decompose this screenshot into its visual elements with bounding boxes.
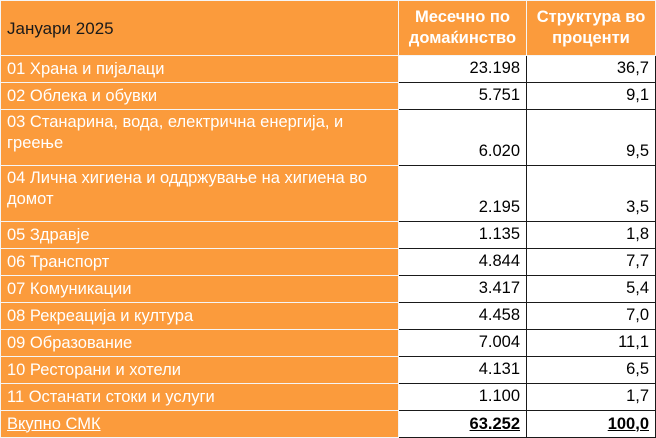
monthly-cell[interactable]: 7.004 bbox=[399, 330, 527, 357]
monthly-cell[interactable]: 4.131 bbox=[399, 357, 527, 384]
percent-cell[interactable]: 1,8 bbox=[527, 222, 656, 249]
monthly-cell[interactable]: 4.844 bbox=[399, 249, 527, 276]
table-row bbox=[1, 56, 656, 83]
percent-cell[interactable]: 9,5 bbox=[527, 110, 656, 166]
monthly-cell[interactable]: 4.458 bbox=[399, 303, 527, 330]
table-row bbox=[1, 303, 656, 330]
monthly-column-header[interactable]: Месечно по домаќинство bbox=[399, 1, 527, 56]
table-row bbox=[1, 83, 656, 110]
percent-cell[interactable]: 11,1 bbox=[527, 330, 656, 357]
total-label-cell[interactable]: Вкупно СМК bbox=[1, 411, 399, 438]
percent-cell[interactable]: 7,0 bbox=[527, 303, 656, 330]
category-cell[interactable]: 10 Ресторани и хотели bbox=[1, 357, 399, 384]
total-percent-cell[interactable]: 100,0 bbox=[527, 411, 656, 438]
table-row bbox=[1, 166, 656, 222]
monthly-cell[interactable]: 6.020 bbox=[399, 110, 527, 166]
table-row bbox=[1, 110, 656, 166]
table-row bbox=[1, 384, 656, 411]
table-row bbox=[1, 249, 656, 276]
category-cell[interactable]: 05 Здравје bbox=[1, 222, 399, 249]
percent-cell[interactable]: 5,4 bbox=[527, 276, 656, 303]
total-monthly-cell[interactable]: 63.252 bbox=[399, 411, 527, 438]
category-cell[interactable]: 11 Останати стоки и услуги bbox=[1, 384, 399, 411]
category-cell[interactable]: 01 Храна и пијалаци bbox=[1, 56, 399, 83]
percent-cell[interactable]: 6,5 bbox=[527, 357, 656, 384]
category-cell[interactable]: 02 Облека и обувки bbox=[1, 83, 399, 110]
monthly-cell[interactable]: 2.195 bbox=[399, 166, 527, 222]
monthly-cell[interactable]: 23.198 bbox=[399, 56, 527, 83]
category-cell[interactable]: 06 Транспорт bbox=[1, 249, 399, 276]
table-row bbox=[1, 330, 656, 357]
monthly-cell[interactable]: 1.100 bbox=[399, 384, 527, 411]
monthly-cell[interactable]: 1.135 bbox=[399, 222, 527, 249]
percent-cell[interactable]: 1,7 bbox=[527, 384, 656, 411]
category-cell[interactable]: 08 Рекреација и култура bbox=[1, 303, 399, 330]
table-row bbox=[1, 357, 656, 384]
category-cell[interactable]: 09 Образование bbox=[1, 330, 399, 357]
percent-cell[interactable]: 3,5 bbox=[527, 166, 656, 222]
monthly-cell[interactable]: 5.751 bbox=[399, 83, 527, 110]
category-cell[interactable]: 04 Лична хигиена и оддржување на хигиена во домот bbox=[1, 166, 399, 222]
percent-cell[interactable]: 7,7 bbox=[527, 249, 656, 276]
percent-cell[interactable]: 9,1 bbox=[527, 83, 656, 110]
category-cell[interactable]: 07 Комуникации bbox=[1, 276, 399, 303]
structure-column-header[interactable]: Структура во проценти bbox=[527, 1, 656, 56]
period-header[interactable]: Јануари 2025 bbox=[1, 1, 399, 56]
table-header-row bbox=[1, 1, 656, 56]
monthly-cell[interactable]: 3.417 bbox=[399, 276, 527, 303]
category-cell[interactable]: 03 Станарина, вода, електрична енергија, и греење bbox=[1, 110, 399, 166]
total-row bbox=[1, 411, 656, 438]
table-row bbox=[1, 276, 656, 303]
percent-cell[interactable]: 36,7 bbox=[527, 56, 656, 83]
table-row bbox=[1, 222, 656, 249]
